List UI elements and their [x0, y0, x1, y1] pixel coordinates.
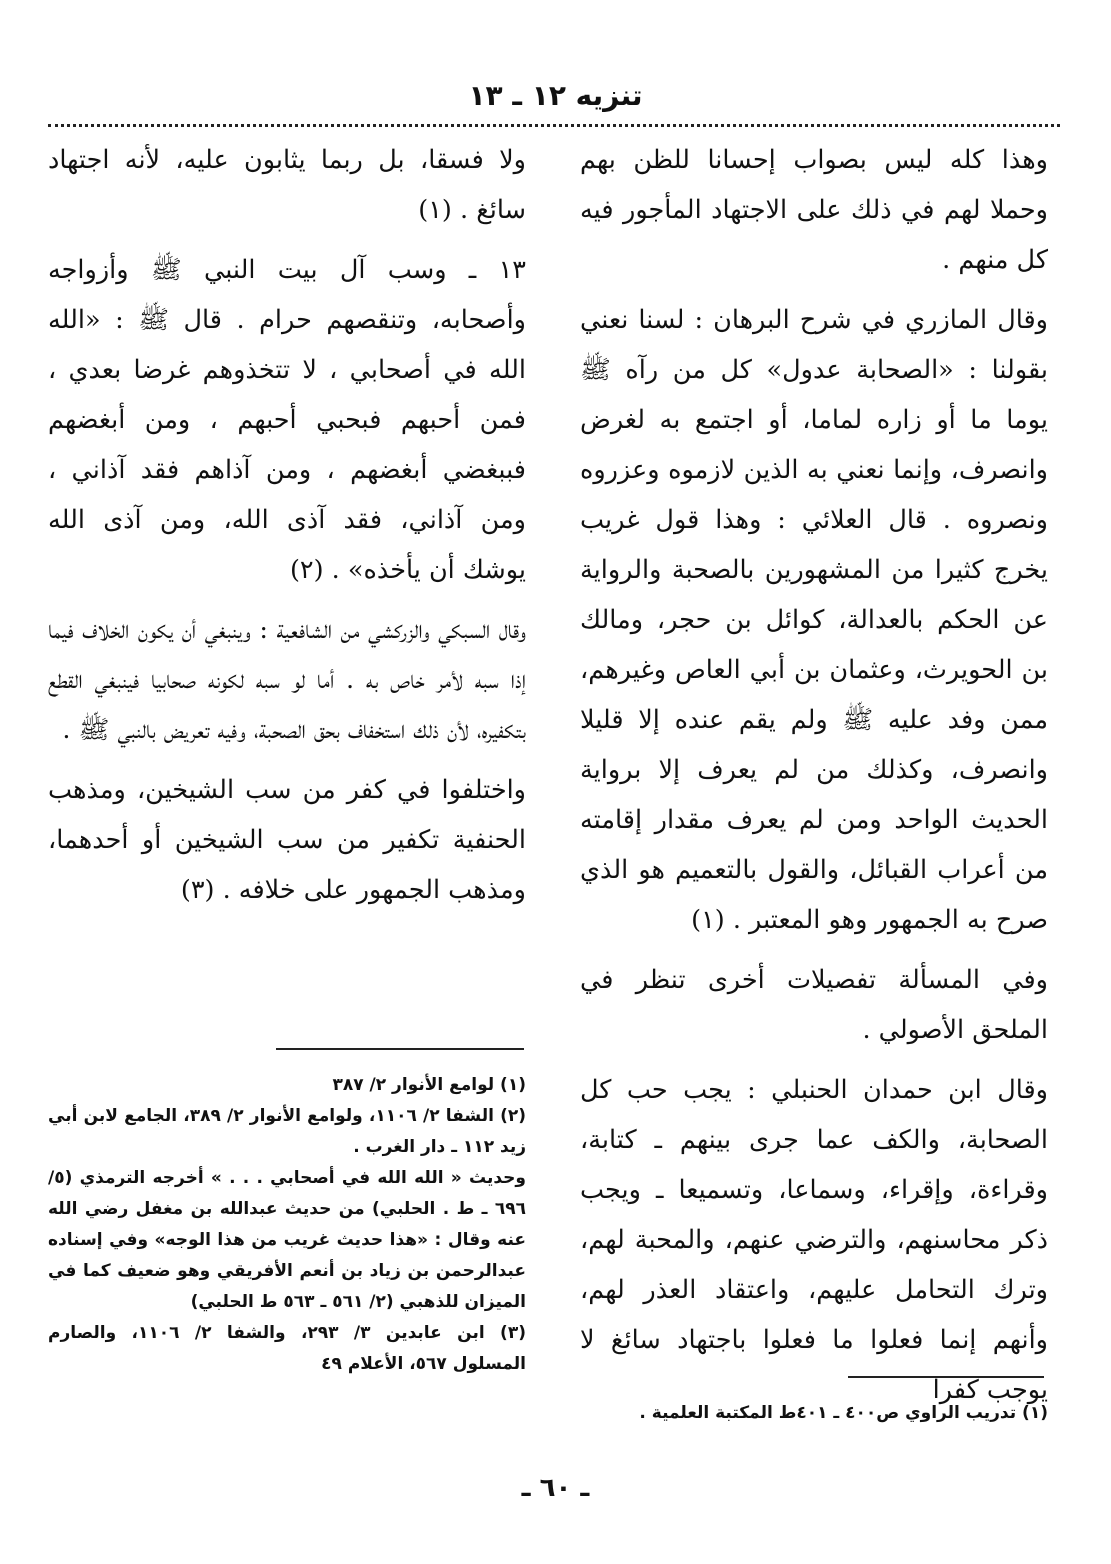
paragraph: وهذا كله ليس بصواب إحسانا للظن بهم وحملا لهم في ذلك على الاجتهاد المأجور فيه كل منهم . [580, 145, 1048, 275]
paragraph: وقال ابن حمدان الحنبلي : يجب حب كل الصحابة، والكف عما جرى بينهم ـ كتابة، وقراءة، وإقراء، وسماعا، وتسميعا ـ ويجب ذكر محاسنهم، والترضي عنهم، والمحبة لهم، وترك التحامل عليهم، واعتقاد العذر لهم، وأنهم إنما فعلوا ما فعلوا باجتهاد سائغ لا يوجب كفرا [580, 1075, 1048, 1405]
footnotes-left [48, 1070, 526, 1380]
right-column [580, 135, 1048, 1425]
running-header: تنزيه ١٢ ـ ١٣ [468, 79, 643, 112]
paragraph: وقال السبكي والزركشي من الشافعية : وينبغي أن يكون الخلاف فيما إذا سبه لأمر خاص به . أما لو سبه لكونه صحابيا فينبغي القطع بتكفيره، لأن ذلك استخفاف بحق الصحبة، وفيه تعريض بالنبي ﷺ . [48, 615, 526, 745]
footnote-divider [848, 1376, 1044, 1378]
paragraph: وقال المازري في شرح البرهان : لسنا نعني بقولنا : «الصحابة عدول» كل من رآه ﷺ يوما ما أو زاره لماما، أو اجتمع به لغرض وانصرف، وإنما نعني به الذين لازموه وعزروه ونصروه . قال العلائي : وهذا قول غريب يخرج كثيرا من المشهورين بالصحبة والرواية عن الحكم بالعدالة، كوائل بن حجر، ومالك بن الحويرث، وعثمان بن أبي العاص وغيرهم، ممن وفد عليه ﷺ ولم يقم عنده إلا قليلا وانصرف، وكذلك من لم يعرف إلا برواية الحديث الواحد ومن لم يعرف مقدار إقامته من أعراب القبائل، والقول بالتعميم هو الذي صرح به الجمهور وهو المعتبر . (١) [580, 305, 1048, 935]
footnote: (١) لوامع الأنوار ٢/ ٣٨٧ [332, 1075, 526, 1095]
left-column [48, 135, 526, 925]
paragraph: ولا فسقا، بل ربما يثابون عليه، لأنه اجتهاد سائغ . (١) [48, 145, 526, 225]
footnote: (٣) ابن عابدين ٣/ ٢٩٣، والشفا ٢/ ١١٠٦، والصارم المسلول ٥٦٧، الأعلام ٤٩ [48, 1323, 526, 1374]
paragraph: واختلفوا في كفر من سب الشيخين، ومذهب الحنفية تكفير من سب الشيخين أو أحدهما، ومذهب الجمهور على خلافه . (٣) [48, 775, 526, 905]
page-number: ـ ٦٠ ـ [521, 1473, 590, 1503]
footnote: وحديث « الله الله في أصحابي . . . » أخرجه الترمذي (٥/ ٦٩٦ ـ ط . الحلبي) من حديث عبدالله بن مغفل رضي الله عنه وقال : «هذا حديث غريب من هذا الوجه» وفي إسناده عبدالرحمن بن زياد بن أنعم الأفريقي وهو ضعيف كما في الميزان للذهبي (٢/ ٥٦١ ـ ٥٦٣ ط الحلبي) [48, 1168, 526, 1312]
footnote: (١) تدريب الراوي ص٤٠٠ ـ ٤٠١ط المكتبة العلمية . [639, 1403, 1048, 1423]
header-dotted-rule [48, 124, 1060, 127]
paragraph: وفي المسألة تفصيلات أخرى تنظر في الملحق الأصولي . [580, 965, 1048, 1045]
footnote: (٢) الشفا ٢/ ١١٠٦، ولوامع الأنوار ٢/ ٣٨٩، الجامع لابن أبي زيد ١١٢ ـ دار الغرب . [48, 1106, 527, 1157]
footnotes-right [580, 1398, 1048, 1429]
paragraph: ١٣ ـ وسب آل بيت النبي ﷺ وأزواجه وأصحابه، وتنقصهم حرام . قال ﷺ : «الله الله في أصحابي ، لا تتخذوهم غرضا بعدي ، فمن أحبهم فبحبي أحبهم ، ومن أبغضهم فببغضي أبغضهم ، ومن آذاهم فقد آذاني ، ومن آذاني، فقد آذى الله، ومن آذى الله يوشك أن يأخذه» . (٢) [48, 255, 526, 585]
footnote-divider [276, 1048, 524, 1050]
